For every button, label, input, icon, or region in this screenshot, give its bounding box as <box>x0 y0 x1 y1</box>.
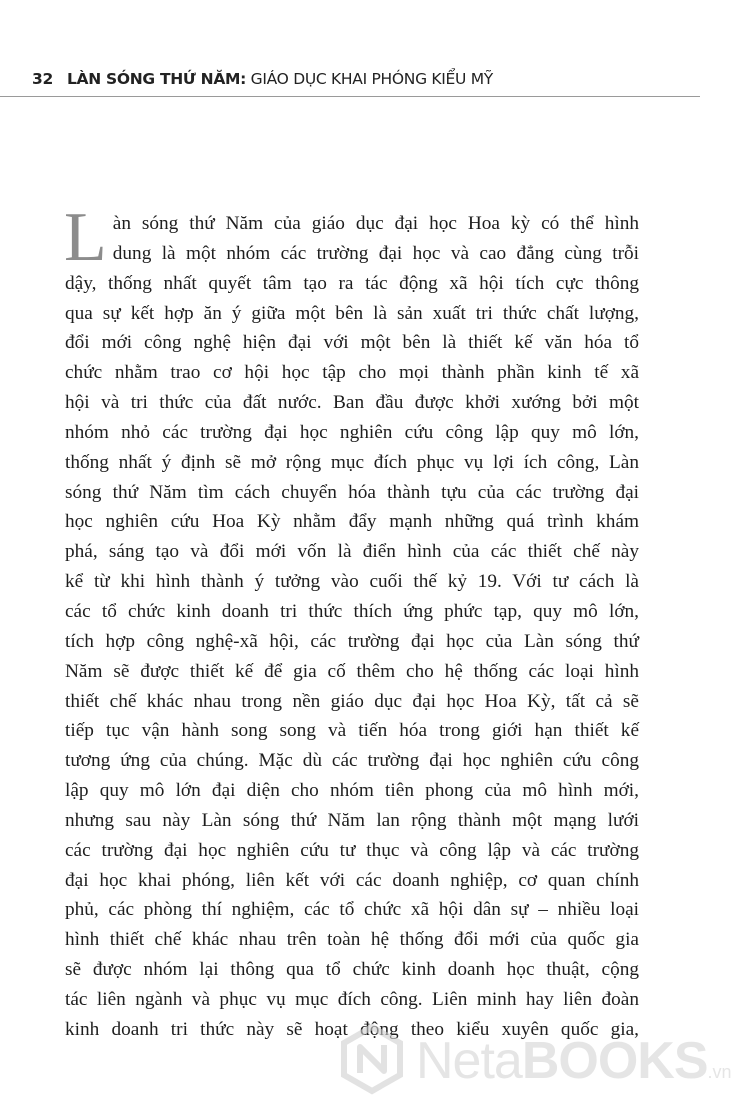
netabooks-watermark <box>336 1019 732 1099</box>
body-line: tiếp tục vận hành song song và tiến hóa trong giới hạn thiết kế <box>65 720 639 742</box>
watermark-brand-b: BOOKS <box>521 1032 708 1090</box>
body-line: các tổ chức kinh doanh tri thức thích ứng phức tạp, quy mô lớn, <box>65 600 639 622</box>
body-line: đổi mới công nghệ hiện đại với một bên là thiết kế văn hóa tổ <box>65 332 639 354</box>
body-line: tác liên ngành và phục vụ mục đích công. Liên minh hay liên đoàn <box>65 988 639 1010</box>
body-line: sẽ được nhóm lại thông qua tổ chức kinh doanh học thuật, cộng <box>65 959 639 981</box>
body-line: chức nhằm trao cơ hội học tập cho mọi thành phần kinh tế xã <box>65 362 639 384</box>
running-header <box>32 70 493 88</box>
body-line: lập quy mô lớn đại diện cho nhóm tiên phong của mô hình mới, <box>65 780 639 802</box>
body-line: thiết chế khác nhau trong nền giáo dục đại học Hoa Kỳ, tất cả sẽ <box>65 690 639 712</box>
body-line: các trường đại học nghiên cứu tư thục và công lập và các trường <box>65 839 639 861</box>
netabooks-logo-icon <box>336 1023 408 1095</box>
watermark-tld: .vn <box>707 1062 732 1082</box>
page-number: 32 <box>32 70 53 88</box>
body-line: sóng thứ Năm tìm cách chuyển hóa thành tựu của các trường đại <box>65 481 639 503</box>
body-line: nhóm nhỏ các trường đại học nghiên cứu công lập quy mô lớn, <box>65 421 639 443</box>
drop-cap: L <box>64 199 107 276</box>
watermark-text <box>416 1031 732 1091</box>
body-line: phá, sáng tạo và đổi mới vốn là điển hình của các thiết chế này <box>65 541 639 563</box>
body-line: Năm sẽ được thiết kế để gia cố thêm cho hệ thống các loại hình <box>65 660 639 682</box>
body-line: phủ, các phòng thí nghiệm, các tổ chức xã hội dân sự – nhiều loại <box>65 899 639 921</box>
body-line: kinh doanh tri thức này sẽ hoạt động theo kiểu xuyên quốc gia, <box>65 1018 639 1040</box>
body-line: đại học khai phóng, liên kết với các doanh nghiệp, cơ quan chính <box>65 869 639 891</box>
watermark-brand-a: Neta <box>416 1032 522 1090</box>
body-line: tích hợp công nghệ-xã hội, các trường đại học của Làn sóng thứ <box>65 630 639 652</box>
header-rule <box>0 96 700 97</box>
body-line: hội và tri thức của đất nước. Ban đầu được khởi xướng bởi một <box>65 392 639 414</box>
body-line: dậy, thống nhất quyết tâm tạo ra tác động xã hội tích cực thông <box>65 272 639 294</box>
body-line: nhưng sau này Làn sóng thứ Năm lan rộng thành một mạng lưới <box>65 809 639 831</box>
body-text <box>64 199 639 1045</box>
body-line: học nghiên cứu Hoa Kỳ nhằm đẩy mạnh những quá trình khám <box>65 511 639 533</box>
body-line: dung là một nhóm các trường đại học và cao đẳng cùng trỗi <box>112 242 639 264</box>
chapter-title-bold: LÀN SÓNG THỨ NĂM: <box>66 70 247 88</box>
body-line: àn sóng thứ Năm của giáo dục đại học Hoa kỳ có thể hình <box>112 213 639 234</box>
body-line: thống nhất ý định sẽ mở rộng mục đích phục vụ lợi ích công, Làn <box>65 451 639 473</box>
body-line: hình thiết chế khác nhau trên toàn hệ thống đổi mới của quốc gia <box>65 929 639 951</box>
body-line: tương ứng của chúng. Mặc dù các trường đại học nghiên cứu công <box>65 750 639 772</box>
body-line: kể từ khi hình thành ý tưởng vào cuối thế kỷ 19. Với tư cách là <box>65 571 639 593</box>
body-line: qua sự kết hợp ăn ý giữa một bên là sản xuất tri thức chất lượng, <box>65 302 639 324</box>
chapter-title-rest: GIÁO DỤC KHAI PHÓNG KIỂU MỸ <box>246 70 493 88</box>
